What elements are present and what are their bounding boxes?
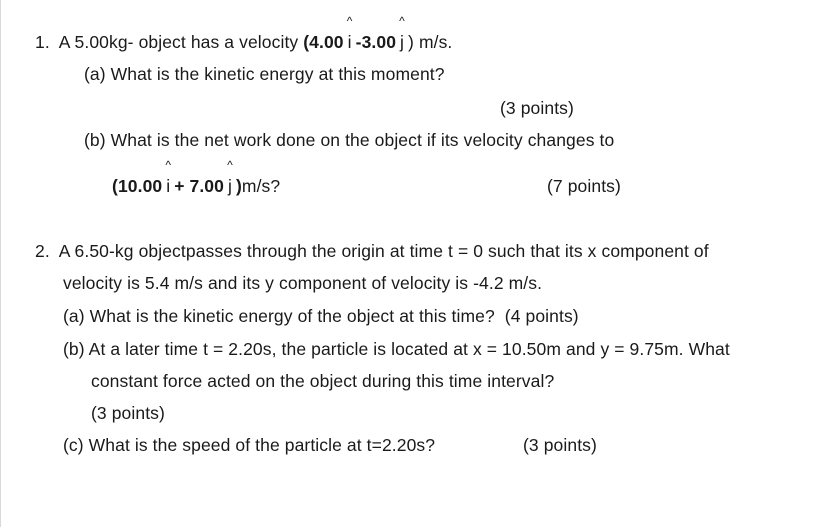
q1b-velocity-units: m/s?: [241, 176, 281, 196]
q1-velocity-x-value: 4.00: [309, 32, 344, 52]
q1-number: 1.: [35, 32, 50, 52]
q1-velocity-y-value: -3.00: [355, 32, 397, 52]
q1-stem-text: A 5.00kg- object has a velocity: [58, 32, 299, 52]
q1-velocity-open: (: [303, 32, 310, 52]
q1b-velocity-y-unit: ^ j: [227, 158, 233, 196]
q2-line-1-text: A 6.50-kg objectpasses through the origin at time t = 0 such that its x component of: [58, 241, 709, 261]
q1b-velocity-open: (: [112, 176, 118, 196]
q2-part-c: (c) What is the speed of the particle at t=2.20s?: [63, 435, 436, 455]
q2-part-c-points: (3 points): [523, 435, 597, 455]
q1-velocity-close: ): [408, 32, 414, 52]
q2-part-b-line-1: (b) At a later time t = 2.20s, the particle is located at x = 10.50m and y = 9.75m. What: [63, 339, 730, 359]
q1-part-a: (a) What is the kinetic energy at this moment?: [84, 64, 445, 84]
q1-part-b-points: (7 points): [547, 176, 621, 196]
unit-vector-hat: ^: [346, 14, 353, 28]
q1-stem: [35, 14, 453, 53]
q2-part-b-line-2: constant force acted on the object during this time interval?: [91, 371, 555, 391]
q1b-velocity-y-value: + 7.00: [174, 176, 224, 196]
q1-part-a-points: (3 points): [500, 98, 574, 118]
unit-vector-hat: ^: [399, 14, 405, 28]
q1-part-b-velocity: [112, 158, 281, 197]
unit-vector-hat: ^: [227, 158, 233, 172]
q2-part-a-text: (a) What is the kinetic energy of the object at this time?: [63, 306, 495, 326]
q2-stem-line-2: velocity is 5.4 m/s and its y component of velocity is -4.2 m/s.: [63, 273, 543, 293]
unit-vector-hat: ^: [165, 158, 172, 172]
page-left-edge: [0, 0, 1, 527]
q1b-velocity-x-unit: ^ i: [165, 158, 172, 196]
q2-part-a-points: (4 points): [504, 306, 579, 326]
q1-velocity-y-unit: ^ j: [399, 14, 405, 52]
q2-part-a: [63, 305, 579, 327]
q1-velocity-x-unit: ^ i: [346, 14, 353, 52]
q1b-velocity-x-value: 10.00: [117, 176, 163, 196]
q1-part-b: (b) What is the net work done on the object if its velocity changes to: [84, 130, 615, 150]
q2-part-b-points: (3 points): [91, 403, 165, 423]
q1b-velocity-close: ): [235, 176, 242, 196]
q2-stem-line-1: [35, 240, 709, 262]
q1-velocity-units: m/s.: [418, 32, 453, 52]
q2-number: 2.: [35, 241, 50, 261]
